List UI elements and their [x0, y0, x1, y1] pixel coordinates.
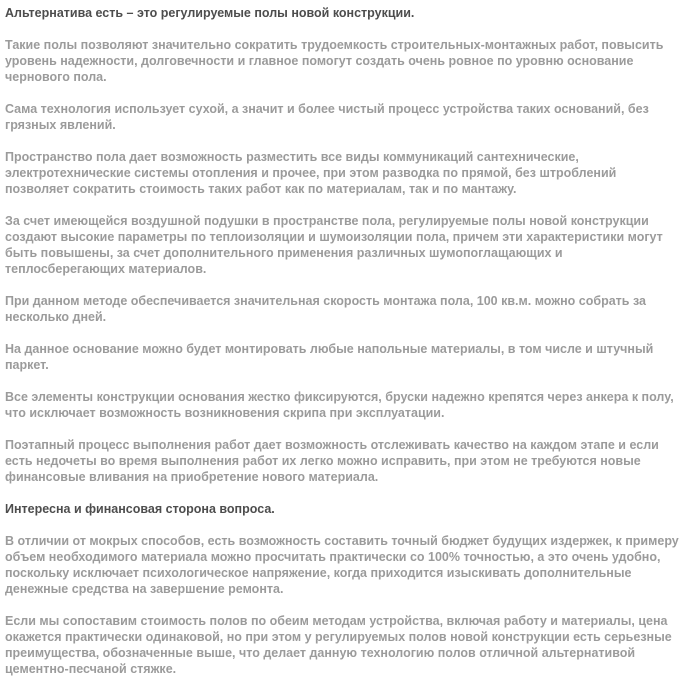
paragraph: Поэтапный процесс выполнения работ дает возможность отслеживать качество на каждом этапе и если есть недочеты во время выполнения работ их легко можно исправить, при этом не требуются новые финансовые вливания на приобретение нового материала. [5, 438, 659, 484]
paragraph: Пространство пола дает возможность разместить все виды коммуникаций сантехнические, электротехнические системы отопления и прочее, при этом разводка по прямой, без штроблений позволяет сократить стоимость таких работ как по материалам, так и по мантажу. [5, 150, 617, 196]
paragraph: Все элементы конструкции основания жестко фиксируются, бруски надежно крепятся через анкера к полу, что исключает возможность возникновения скрипа при эксплуатации. [5, 390, 674, 420]
paragraph: За счет имеющейся воздушной подушки в пространстве пола, регулируемые полы новой конструкции создают высокие параметры по теплоизоляции и шумоизоляции пола, причем эти характеристики могут быть повышены, за счет дополнительного применения различных шумопоглащающих и теплосберегающих материалов. [5, 214, 663, 276]
section-heading: Интересна и финансовая сторона вопроса. [5, 502, 275, 516]
paragraph: Сама технология использует сухой, а значит и более чистый процесс устройства таких оснований, без грязных явлений. [5, 102, 649, 132]
paragraph: Такие полы позволяют значительно сократить трудоемкость строительных-монтажных работ, повысить уровень надежности, долговечности и главное помогут создать очень ровное по уровню основание чернового пола. [5, 38, 664, 84]
paragraph: Если мы сопоставим стоимость полов по обеим методам устройства, включая работу и материалы, цена окажется практически одинаковой, но при этом у регулируемых полов новой конструкции есть серьезные преимущества, обозначенные выше, что делает данную технологию полов отличной альтернативой цементно-песчаной стяжке. [5, 614, 672, 676]
paragraph: При данном методе обеспечивается значительная скорость монтажа пола, 100 кв.м. можно собрать за несколько дней. [5, 294, 646, 324]
section-heading: Альтернатива есть – это регулируемые полы новой конструкции. [5, 6, 415, 20]
paragraph: На данное основание можно будет монтировать любые напольные материалы, в том числе и штучный паркет. [5, 342, 654, 372]
paragraph: В отличии от мокрых способов, есть возможность составить точный бюджет будущих издержек, к примеру объем необходимого материала можно просчитать практически со 100% точностью, а это очень удобно, поскольку исключает психологическое напряжение, когда приходится изыскивать дополнительные денежные средства на завершение ремонта. [5, 534, 679, 596]
